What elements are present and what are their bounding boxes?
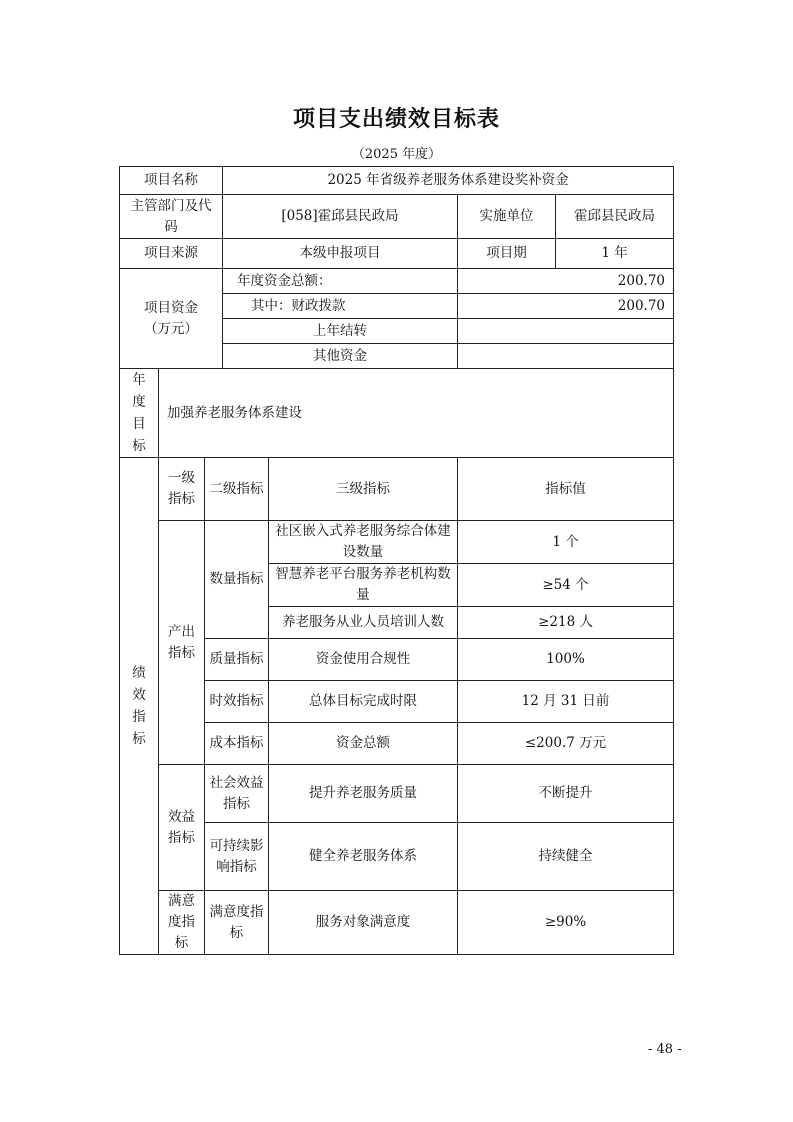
funds-value: 200.70	[458, 294, 674, 319]
period-label: 项目期	[458, 239, 556, 269]
perf-header-row	[120, 458, 674, 521]
level2-cell: 成本指标	[205, 723, 269, 765]
funds-value	[458, 344, 674, 369]
source-label: 项目来源	[120, 239, 223, 269]
level2-cell: 数量指标	[205, 521, 269, 639]
page-title: 项目支出绩效目标表	[292, 106, 500, 132]
funds-value	[458, 319, 674, 344]
level3-cell: 资金总额	[269, 723, 458, 765]
value-cell: ≥218 人	[458, 607, 674, 639]
funds-sublabel: 上年结转	[223, 319, 458, 344]
level3-cell: 健全养老服务体系	[269, 823, 458, 891]
goal-text: 加强养老服务体系建设	[159, 369, 674, 458]
page-number: - 48 -	[648, 1042, 682, 1057]
funds-sublabel: 其中：财政拨款	[223, 294, 458, 319]
header-level3: 三级指标	[269, 458, 458, 521]
funds-label	[120, 269, 223, 369]
level2-cell: 满意度指标	[205, 891, 269, 955]
period-value: 1 年	[556, 239, 674, 269]
impl-label: 实施单位	[458, 195, 556, 239]
funds-unit: （万元）	[144, 320, 198, 337]
level2-cell: 时效指标	[205, 681, 269, 723]
dept-label: 主管部门及代码	[120, 195, 223, 239]
funds-label-text: 项目资金	[144, 299, 198, 316]
level3-cell: 智慧养老平台服务养老机构数量	[269, 564, 458, 607]
level3-cell: 服务对象满意度	[269, 891, 458, 955]
satisfaction-indicator-label: 满意度指标	[159, 891, 205, 955]
row-source	[120, 239, 674, 269]
source-value: 本级申报项目	[223, 239, 458, 269]
benefit-indicator-label: 效益指标	[159, 765, 205, 891]
value-cell: 12 月 31 日前	[458, 681, 674, 723]
goal-label: 年度目标	[120, 369, 159, 458]
impl-value: 霍邱县民政局	[556, 195, 674, 239]
perf-label: 绩效指标	[120, 458, 159, 955]
funds-row	[120, 269, 674, 294]
dept-value: [058]霍邱县民政局	[223, 195, 458, 239]
value-cell: ≥54 个	[458, 564, 674, 607]
level3-cell: 提升养老服务质量	[269, 765, 458, 823]
project-name-label: 项目名称	[120, 167, 223, 195]
table-row	[120, 891, 674, 955]
row-department	[120, 195, 674, 239]
value-cell: ≥90%	[458, 891, 674, 955]
value-cell: 持续健全	[458, 823, 674, 891]
funds-value: 200.70	[458, 269, 674, 294]
row-project-name	[120, 167, 674, 195]
table-row	[120, 765, 674, 823]
row-annual-goal	[120, 369, 674, 458]
funds-sublabel: 其他资金	[223, 344, 458, 369]
header-value: 指标值	[458, 458, 674, 521]
output-indicator-label: 产出指标	[159, 521, 205, 765]
value-cell: ≤200.7 万元	[458, 723, 674, 765]
level3-cell: 总体目标完成时限	[269, 681, 458, 723]
header-level1: 一级指标	[159, 458, 205, 521]
performance-target-table	[119, 166, 674, 955]
level2-cell: 质量指标	[205, 639, 269, 681]
table-row	[120, 521, 674, 564]
page-subtitle: （2025 年度）	[351, 147, 442, 162]
level3-cell: 资金使用合规性	[269, 639, 458, 681]
level3-cell: 社区嵌入式养老服务综合体建设数量	[269, 521, 458, 564]
value-cell: 1 个	[458, 521, 674, 564]
level2-cell: 可持续影响指标	[205, 823, 269, 891]
project-name-value: 2025 年省级养老服务体系建设奖补资金	[223, 167, 674, 195]
header-level2: 二级指标	[205, 458, 269, 521]
level3-cell: 养老服务从业人员培训人数	[269, 607, 458, 639]
value-cell: 不断提升	[458, 765, 674, 823]
level2-cell: 社会效益指标	[205, 765, 269, 823]
value-cell: 100%	[458, 639, 674, 681]
funds-sublabel: 年度资金总额：	[223, 269, 458, 294]
